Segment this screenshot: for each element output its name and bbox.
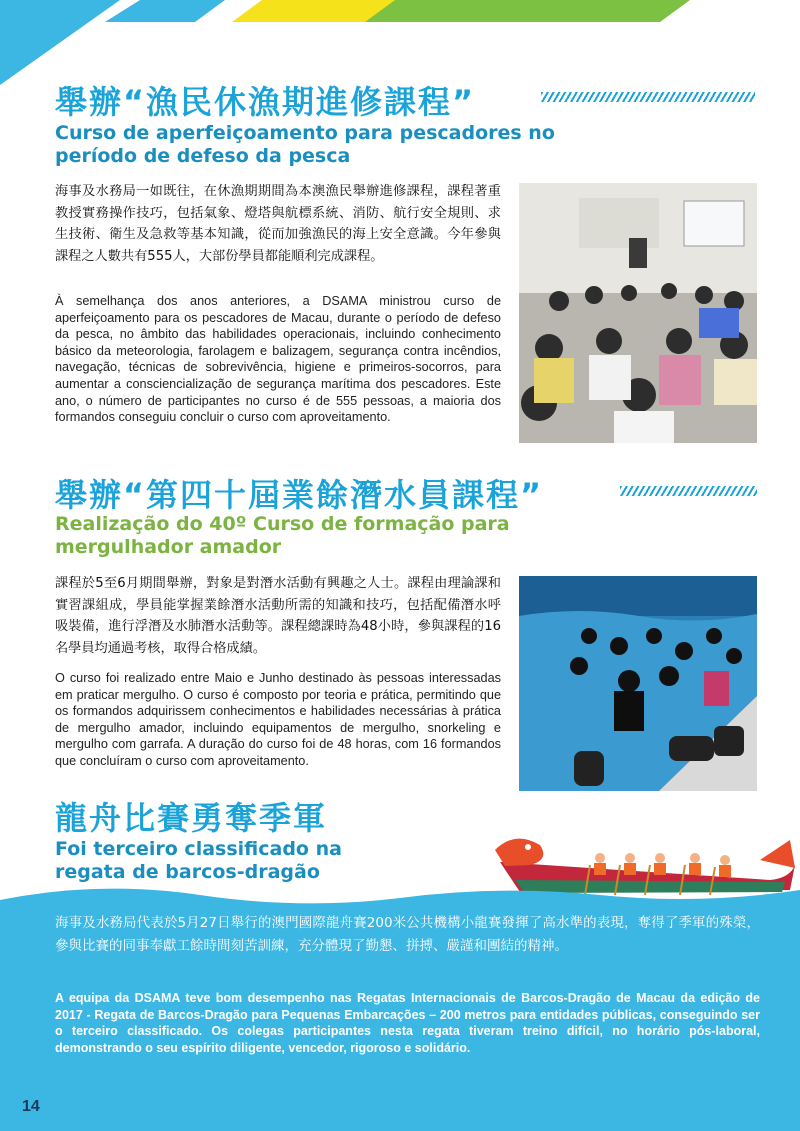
classroom-photo xyxy=(519,183,757,443)
title-divider xyxy=(620,486,757,496)
section3-body-pt: A equipa da DSAMA teve bom desempenho nas Regatas Internacionais de Barcos-Dragão de Macau da edição de 2017 - Regata de Barcos-Dragão para Pequenas Embarcações – 200 metros para entidades públicas, conseguindo ser o terceiro classificado. Os colegas participantes nesta regata tiveram treino difícil, no horário pós-laboral, demonstrando o seu espírito diligente, vencedor, rigoroso e solidário. xyxy=(55,991,760,1055)
section3-title-cn: 龍舟比賽勇奪季軍 xyxy=(55,799,328,837)
title-divider xyxy=(541,92,755,102)
section3-body-cn: 海事及水務局代表於5月27日舉行的澳門國際龍舟賽200米公共機構小龍賽發揮了高水準的表現，奪得了季軍的殊榮，參與比賽的同事奉獻工餘時間刻苦訓練，充分體現了勤懇、拼搏、嚴謹和團結的精神。 xyxy=(55,915,760,954)
section1-title-pt: Curso de aperfeiçoamento para pescadores no período de defeso da pesca xyxy=(55,122,555,167)
section2-title-pt: Realização do 40º Curso de formação para mergulhador amador xyxy=(55,513,510,558)
section1-title-cn: 舉辦“漁民休漁期進修課程” xyxy=(55,83,476,121)
section1-body-cn: 海事及水務局一如既往，在休漁期期間為本澳漁民舉辦進修課程，課程著重教授實務操作技巧，包括氣象、燈塔與航標系統、消防、航行安全規則、求生技術、衛生及急救等基本知識，從而加強漁民的海上安全意識。今年參與課程之人數共有555人，大部份學員都能順利完成課程。 xyxy=(55,184,501,264)
page-number: 14 xyxy=(22,1098,40,1115)
section1-body-pt: À semelhança dos anos anteriores, a DSAMA ministrou curso de aperfeiçoamento para os pescadores de Macau, durante o período de defeso da pesca, no âmbito das habilidades operacionais, incluindo conhecimento básico da meteorologia, farolagem e balizagem, segurança contra incêndios, navegação, técnicas de sobrevivência, higiene e primeiros-socorros, para aumentar a consciencialização de segurança marítima dos pescadores. Este ano, o número de participantes no curso é de 555 pessoas, a maioria dos formandos conseguiu concluir o curso com aproveitamento. xyxy=(55,294,501,425)
section2-body-cn: 課程於5至6月期間舉辦，對象是對潛水活動有興趣之人士。課程由理論課和實習課組成，學員能掌握業餘潛水活動所需的知識和技巧，包括配備潛水呼吸裝備，進行浮潛及水肺潛水活動等。課程總課時為48小時，參與課程的16名學員均通過考核，取得合格成績。 xyxy=(55,576,501,656)
section2-body-pt: O curso foi realizado entre Maio e Junho destinado às pessoas interessadas em praticar mergulho. O curso é composto por teoria e prática, permitindo que os formandos adquirissem conhecimentos e habilidades necessárias à prática de mergulho amador, incluindo equipamentos de mergulho, snorkeling e mergulho com garrafa. A duração do curso foi de 48 horas, com 16 formandos que concluíram o curso com aproveitamento. xyxy=(55,671,501,768)
section3-title-pt: Foi terceiro classificado na regata de barcos-dragão xyxy=(55,838,342,883)
diving-pool-photo xyxy=(519,576,757,791)
section2-title-cn: 舉辦“第四十屆業餘潛水員課程” xyxy=(55,476,544,514)
